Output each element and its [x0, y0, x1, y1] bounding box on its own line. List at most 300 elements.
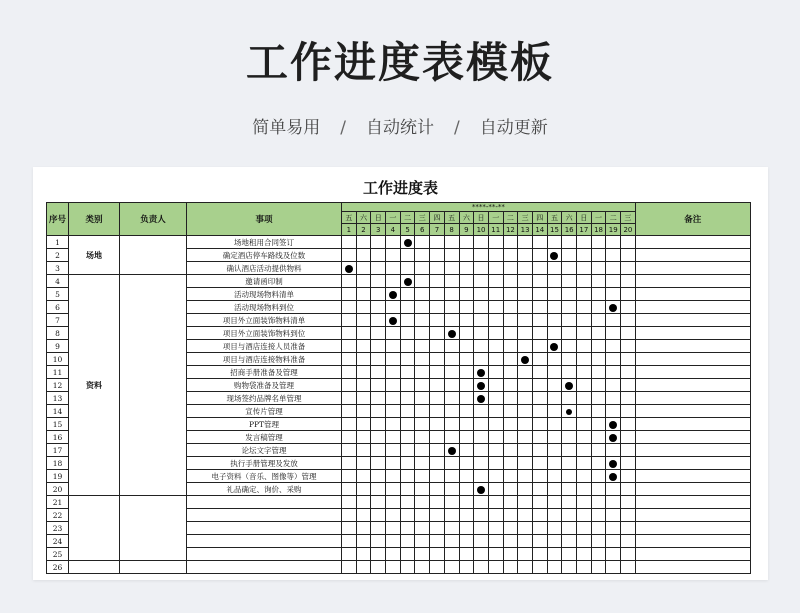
day-cell: [606, 483, 621, 496]
day-cell: [532, 548, 547, 561]
day-cell: [371, 522, 386, 535]
day-cell: [356, 535, 371, 548]
day-cell: [444, 314, 459, 327]
day-cell: [400, 314, 415, 327]
day-cell: [415, 236, 430, 249]
tag-easy: 简单易用: [252, 118, 321, 138]
day-cell: [488, 379, 503, 392]
day-cell: [430, 522, 445, 535]
day-cell: [474, 470, 489, 483]
day-cell: [591, 483, 606, 496]
day-cell: [386, 340, 401, 353]
task-item: 活动现场物料到位: [187, 301, 342, 314]
day-cell: [606, 561, 621, 574]
task-item: [187, 522, 342, 535]
day-cell: [415, 496, 430, 509]
day-cell: [474, 249, 489, 262]
day-cell: [371, 457, 386, 470]
day-cell: [371, 535, 386, 548]
note-cell: [635, 470, 750, 483]
day-cell: [503, 262, 518, 275]
day-cell: [621, 457, 636, 470]
day-cell: [532, 249, 547, 262]
day-cell: [577, 470, 592, 483]
day-cell: [474, 262, 489, 275]
day-cell: [591, 249, 606, 262]
progress-table: [46, 202, 751, 574]
day-number-cell: 2: [356, 224, 371, 236]
day-cell: [488, 496, 503, 509]
day-cell: [400, 340, 415, 353]
task-item: 项目与酒店连接人员准备: [187, 340, 342, 353]
day-cell: [444, 535, 459, 548]
day-cell: [547, 340, 562, 353]
day-cell: [518, 405, 533, 418]
day-cell: [577, 405, 592, 418]
note-cell: [635, 353, 750, 366]
row-seq: 12: [47, 379, 69, 392]
day-cell: [562, 444, 577, 457]
day-cell: [400, 301, 415, 314]
day-cell: [591, 405, 606, 418]
day-cell: [386, 496, 401, 509]
day-cell: [547, 496, 562, 509]
header-seq: 序号: [47, 203, 69, 236]
day-cell: [444, 405, 459, 418]
day-cell: [532, 509, 547, 522]
day-cell: [356, 509, 371, 522]
day-cell: [503, 327, 518, 340]
weekday-cell: 六: [356, 212, 371, 224]
day-cell: [591, 340, 606, 353]
day-cell: [621, 392, 636, 405]
day-cell: [342, 236, 357, 249]
owner-cell: [120, 275, 187, 496]
day-cell: [342, 379, 357, 392]
progress-dot-icon: [404, 278, 412, 286]
task-item: 购物袋准备及管理: [187, 379, 342, 392]
day-cell: [562, 418, 577, 431]
table-row: [47, 236, 751, 249]
day-cell: [356, 236, 371, 249]
day-cell: [547, 431, 562, 444]
day-cell: [474, 366, 489, 379]
task-item: [187, 561, 342, 574]
day-cell: [342, 340, 357, 353]
day-cell: [415, 509, 430, 522]
day-cell: [459, 327, 474, 340]
day-cell: [532, 236, 547, 249]
day-cell: [503, 301, 518, 314]
day-cell: [547, 405, 562, 418]
day-cell: [606, 366, 621, 379]
day-cell: [342, 548, 357, 561]
day-cell: [444, 249, 459, 262]
day-cell: [415, 483, 430, 496]
day-cell: [503, 353, 518, 366]
tag-stats: 自动统计: [366, 118, 434, 138]
day-cell: [415, 535, 430, 548]
day-cell: [488, 262, 503, 275]
day-cell: [430, 496, 445, 509]
day-cell: [430, 457, 445, 470]
day-cell: [415, 522, 430, 535]
row-seq: 19: [47, 470, 69, 483]
day-cell: [400, 288, 415, 301]
weekday-cell: 日: [577, 212, 592, 224]
day-cell: [430, 288, 445, 301]
day-cell: [518, 275, 533, 288]
day-cell: [371, 561, 386, 574]
day-cell: [415, 366, 430, 379]
day-cell: [415, 275, 430, 288]
day-cell: [503, 496, 518, 509]
note-cell: [635, 496, 750, 509]
day-cell: [415, 249, 430, 262]
day-number-cell: 14: [532, 224, 547, 236]
day-cell: [532, 353, 547, 366]
day-cell: [621, 535, 636, 548]
day-cell: [459, 366, 474, 379]
day-cell: [488, 418, 503, 431]
day-cell: [518, 236, 533, 249]
day-cell: [474, 561, 489, 574]
note-cell: [635, 340, 750, 353]
day-number-cell: 16: [562, 224, 577, 236]
day-number-cell: 12: [503, 224, 518, 236]
day-cell: [606, 470, 621, 483]
day-cell: [474, 496, 489, 509]
day-cell: [532, 262, 547, 275]
day-cell: [562, 340, 577, 353]
day-cell: [532, 392, 547, 405]
day-cell: [532, 561, 547, 574]
progress-dot-icon: [521, 356, 529, 364]
day-cell: [444, 366, 459, 379]
row-seq: 4: [47, 275, 69, 288]
day-cell: [532, 405, 547, 418]
day-cell: [430, 483, 445, 496]
day-cell: [518, 340, 533, 353]
category-cell: [69, 561, 120, 574]
day-cell: [474, 340, 489, 353]
day-cell: [621, 301, 636, 314]
day-cell: [488, 457, 503, 470]
table-row: [47, 496, 751, 509]
day-cell: [606, 301, 621, 314]
day-cell: [503, 509, 518, 522]
row-seq: 6: [47, 301, 69, 314]
day-cell: [621, 327, 636, 340]
day-cell: [562, 535, 577, 548]
day-cell: [474, 405, 489, 418]
day-cell: [474, 275, 489, 288]
day-cell: [444, 548, 459, 561]
row-seq: 3: [47, 262, 69, 275]
day-cell: [386, 548, 401, 561]
day-cell: [518, 522, 533, 535]
day-cell: [547, 535, 562, 548]
day-cell: [532, 496, 547, 509]
note-cell: [635, 275, 750, 288]
owner-cell: [120, 496, 187, 561]
day-cell: [459, 548, 474, 561]
day-cell: [503, 535, 518, 548]
day-cell: [415, 457, 430, 470]
day-cell: [591, 314, 606, 327]
day-cell: [400, 275, 415, 288]
row-seq: 16: [47, 431, 69, 444]
weekday-cell: 一: [591, 212, 606, 224]
note-cell: [635, 444, 750, 457]
day-cell: [342, 522, 357, 535]
progress-dot-icon: [477, 369, 485, 377]
progress-dot-icon: [477, 395, 485, 403]
day-cell: [356, 561, 371, 574]
day-cell: [430, 327, 445, 340]
day-cell: [474, 392, 489, 405]
day-cell: [444, 561, 459, 574]
day-cell: [459, 275, 474, 288]
note-cell: [635, 431, 750, 444]
day-cell: [356, 275, 371, 288]
day-cell: [488, 483, 503, 496]
day-cell: [532, 314, 547, 327]
day-number-cell: 7: [430, 224, 445, 236]
row-seq: 15: [47, 418, 69, 431]
day-cell: [503, 457, 518, 470]
day-cell: [606, 249, 621, 262]
weekday-cell: 二: [606, 212, 621, 224]
day-cell: [577, 366, 592, 379]
day-cell: [562, 509, 577, 522]
day-cell: [518, 327, 533, 340]
day-cell: [562, 314, 577, 327]
row-seq: 24: [47, 535, 69, 548]
day-cell: [371, 262, 386, 275]
task-item: 电子资料（音乐、图像等）管理: [187, 470, 342, 483]
day-cell: [562, 275, 577, 288]
row-seq: 7: [47, 314, 69, 327]
day-cell: [547, 418, 562, 431]
task-item: 确定酒店停车路线及位数: [187, 249, 342, 262]
day-cell: [474, 535, 489, 548]
day-cell: [591, 301, 606, 314]
day-cell: [577, 288, 592, 301]
day-cell: [503, 366, 518, 379]
day-cell: [459, 405, 474, 418]
day-cell: [621, 340, 636, 353]
day-cell: [444, 262, 459, 275]
day-cell: [621, 275, 636, 288]
day-cell: [562, 288, 577, 301]
day-cell: [606, 275, 621, 288]
day-cell: [342, 405, 357, 418]
day-cell: [591, 548, 606, 561]
spreadsheet-preview: [33, 167, 768, 580]
day-cell: [356, 340, 371, 353]
day-cell: [488, 392, 503, 405]
day-cell: [591, 392, 606, 405]
day-cell: [444, 288, 459, 301]
day-cell: [547, 327, 562, 340]
day-cell: [488, 431, 503, 444]
day-cell: [488, 301, 503, 314]
progress-dot-icon: [609, 421, 617, 429]
day-cell: [474, 457, 489, 470]
day-cell: [518, 366, 533, 379]
day-cell: [444, 522, 459, 535]
progress-dot-icon: [566, 409, 572, 415]
day-cell: [459, 444, 474, 457]
day-cell: [591, 535, 606, 548]
row-seq: 14: [47, 405, 69, 418]
day-cell: [459, 561, 474, 574]
day-cell: [562, 405, 577, 418]
day-cell: [444, 483, 459, 496]
day-cell: [606, 535, 621, 548]
day-cell: [606, 288, 621, 301]
day-cell: [562, 236, 577, 249]
day-cell: [444, 457, 459, 470]
day-cell: [518, 301, 533, 314]
day-cell: [577, 262, 592, 275]
day-cell: [371, 418, 386, 431]
day-cell: [430, 249, 445, 262]
day-cell: [342, 288, 357, 301]
day-cell: [606, 379, 621, 392]
tag-separator: /: [340, 118, 346, 138]
day-cell: [474, 431, 489, 444]
day-cell: [503, 275, 518, 288]
day-cell: [474, 548, 489, 561]
day-cell: [488, 353, 503, 366]
day-cell: [342, 418, 357, 431]
day-cell: [342, 275, 357, 288]
day-number-cell: 18: [591, 224, 606, 236]
table-row: [47, 561, 751, 574]
day-cell: [386, 457, 401, 470]
row-seq: 26: [47, 561, 69, 574]
task-item: 项目外立面装饰物料清单: [187, 314, 342, 327]
day-cell: [562, 392, 577, 405]
day-cell: [400, 444, 415, 457]
day-cell: [562, 561, 577, 574]
day-cell: [503, 561, 518, 574]
day-number-cell: 15: [547, 224, 562, 236]
day-cell: [591, 275, 606, 288]
day-cell: [415, 561, 430, 574]
day-cell: [430, 548, 445, 561]
day-cell: [621, 522, 636, 535]
day-cell: [371, 301, 386, 314]
page-title: 工作进度表模板: [245, 38, 554, 87]
day-number-cell: 17: [577, 224, 592, 236]
day-cell: [415, 405, 430, 418]
day-number-cell: 1: [342, 224, 357, 236]
day-cell: [577, 340, 592, 353]
day-cell: [518, 470, 533, 483]
day-cell: [562, 431, 577, 444]
day-cell: [459, 509, 474, 522]
day-cell: [356, 379, 371, 392]
day-cell: [503, 249, 518, 262]
day-cell: [371, 275, 386, 288]
day-cell: [474, 418, 489, 431]
day-cell: [386, 275, 401, 288]
day-number-cell: 10: [474, 224, 489, 236]
day-cell: [518, 535, 533, 548]
day-number-cell: 8: [444, 224, 459, 236]
day-cell: [621, 483, 636, 496]
day-cell: [591, 353, 606, 366]
day-cell: [430, 444, 445, 457]
day-cell: [488, 236, 503, 249]
day-cell: [518, 509, 533, 522]
row-seq: 8: [47, 327, 69, 340]
note-cell: [635, 301, 750, 314]
day-cell: [342, 470, 357, 483]
day-cell: [474, 379, 489, 392]
day-cell: [591, 236, 606, 249]
note-cell: [635, 379, 750, 392]
day-cell: [356, 366, 371, 379]
day-cell: [430, 236, 445, 249]
day-cell: [518, 379, 533, 392]
day-cell: [371, 249, 386, 262]
day-cell: [356, 431, 371, 444]
day-cell: [577, 379, 592, 392]
day-cell: [371, 496, 386, 509]
day-cell: [444, 301, 459, 314]
day-cell: [503, 314, 518, 327]
day-cell: [444, 431, 459, 444]
day-cell: [459, 262, 474, 275]
progress-dot-icon: [404, 239, 412, 247]
day-cell: [356, 418, 371, 431]
task-item: 礼品确定、询价、采购: [187, 483, 342, 496]
progress-dot-icon: [609, 460, 617, 468]
day-cell: [415, 548, 430, 561]
day-cell: [577, 535, 592, 548]
note-cell: [635, 457, 750, 470]
day-cell: [400, 522, 415, 535]
day-cell: [518, 249, 533, 262]
day-cell: [606, 405, 621, 418]
day-cell: [459, 457, 474, 470]
day-cell: [386, 301, 401, 314]
day-cell: [488, 444, 503, 457]
task-item: [187, 548, 342, 561]
day-cell: [459, 418, 474, 431]
day-cell: [459, 236, 474, 249]
task-item: 执行手册管理及发放: [187, 457, 342, 470]
day-cell: [518, 548, 533, 561]
day-cell: [356, 314, 371, 327]
day-cell: [532, 275, 547, 288]
progress-dot-icon: [448, 447, 456, 455]
day-cell: [386, 288, 401, 301]
day-cell: [547, 288, 562, 301]
day-cell: [430, 366, 445, 379]
day-cell: [444, 418, 459, 431]
day-cell: [400, 548, 415, 561]
day-cell: [562, 457, 577, 470]
owner-cell: [120, 561, 187, 574]
day-cell: [342, 327, 357, 340]
weekday-cell: 六: [562, 212, 577, 224]
day-cell: [459, 288, 474, 301]
